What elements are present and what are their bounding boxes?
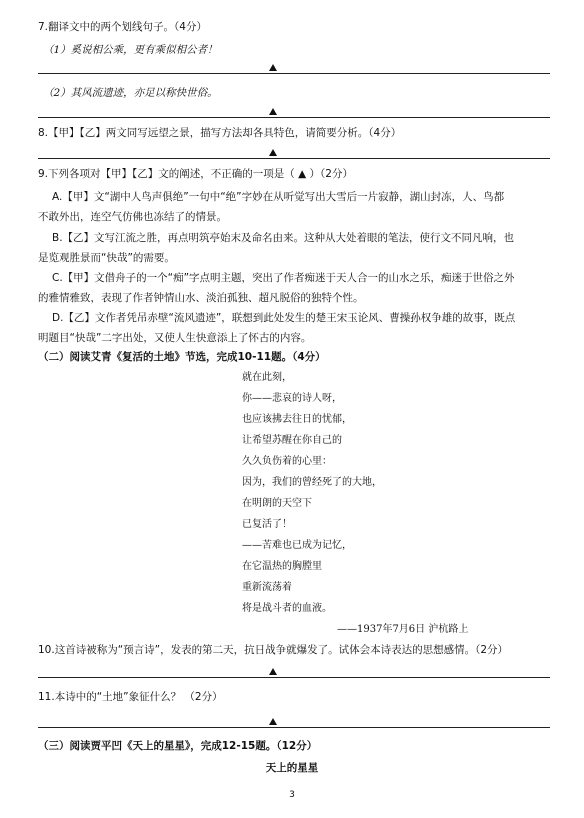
section3-title: （三）阅读贾平凹《天上的星星》，完成12-15题。（12分） [38,740,318,752]
q9-option-c-cont: 的雅情雅致，表现了作者钟情山水、淡泊孤独、超凡脱俗的独特个性。 [38,292,364,304]
answer-triangle-icon [269,149,277,156]
answer-line [38,117,550,118]
q11-stem: 11.本诗中的“土地”象征什么？ （2分） [38,691,223,703]
poem-signature: ——1937年7月6日 沪杭路上 [337,624,469,635]
q7-sub1: （1）奚说相公乘，更有乘似相公者！ [43,44,218,56]
q9-option-b-cont: 是览观胜景而“快哉”的需要。 [38,252,175,264]
poem-line: 久久负伤着的心里： [242,456,332,467]
q9-option-b: B.【乙】文写江流之胜，再点明筑亭始末及命名由来。这种从大处着眼的笔法，使行文不同凡响，也 [52,232,515,244]
answer-triangle-icon [269,718,277,725]
poem-line: 让希望苏醒在你自己的 [242,435,342,446]
article-title: 天上的星星 [265,762,319,774]
q7-sub2: （2）其风流遗迹，亦足以称快世俗。 [43,87,218,99]
q9-option-d: D.【乙】文作者凭吊赤壁“流风遗迹”，联想到此处发生的楚王宋玉论风、曹操孙权争雄的故事，既点 [52,312,516,324]
answer-line [38,677,550,678]
answer-line [38,727,550,728]
answer-triangle-icon [269,64,277,71]
poem-line: 因为，我们的曾经死了的大地， [242,477,382,488]
poem-line: 就在此刻， [242,372,292,383]
answer-triangle-icon [269,668,277,675]
q9-option-a: A.【甲】文“湖中人鸟声俱绝”一句中“绝”字妙在从听觉写出大雪后一片寂静，湖山封冻，人、鸟都 [52,191,505,203]
q9-option-d-cont: 明题目“快哉”二字出处，又使人生快意添上了怀古的内容。 [38,332,312,344]
q9-option-c: C.【甲】文借舟子的一个“痴”字点明主题，突出了作者痴迷于天人合一的山水之乐，痴迷于世俗之外 [52,272,515,284]
poem-line: 你——悲哀的诗人呀， [242,393,342,404]
answer-triangle-icon [269,108,277,115]
poem-line: 重新流荡着 [242,582,292,593]
poem-line: 将是战斗者的血液。 [242,603,332,614]
poem-line: 在它温热的胸膛里 [242,561,322,572]
poem-line: 也应该拂去往日的忧郁， [242,414,352,425]
poem-line: 已复活了！ [242,519,292,530]
q7-stem: 7.翻译文中的两个划线句子。（4分） [38,21,207,33]
section2-title: （二）阅读艾青《复活的土地》节选，完成10-11题。（4分） [38,351,326,363]
q9-stem: 9.下列各项对【甲】【乙】文的阐述，不正确的一项是（ ▲ ）（2分） [38,168,353,180]
poem-line: 在明朗的天空下 [242,498,312,509]
q8-stem: 8.【甲】【乙】两文同写远望之景，描写方法却各具特色，请简要分析。（4分） [38,127,402,139]
poem-line: ——苦难也已成为记忆， [242,540,352,551]
q9-option-a-cont: 不敢外出，连空气仿佛也冻结了的情景。 [38,211,227,223]
answer-line [38,158,550,159]
answer-line [38,73,550,74]
page-number: 3 [289,790,295,800]
q10-stem: 10.这首诗被称为“预言诗”，发表的第二天，抗日战争就爆发了。试体会本诗表达的思想感情。（2分） [38,644,509,656]
